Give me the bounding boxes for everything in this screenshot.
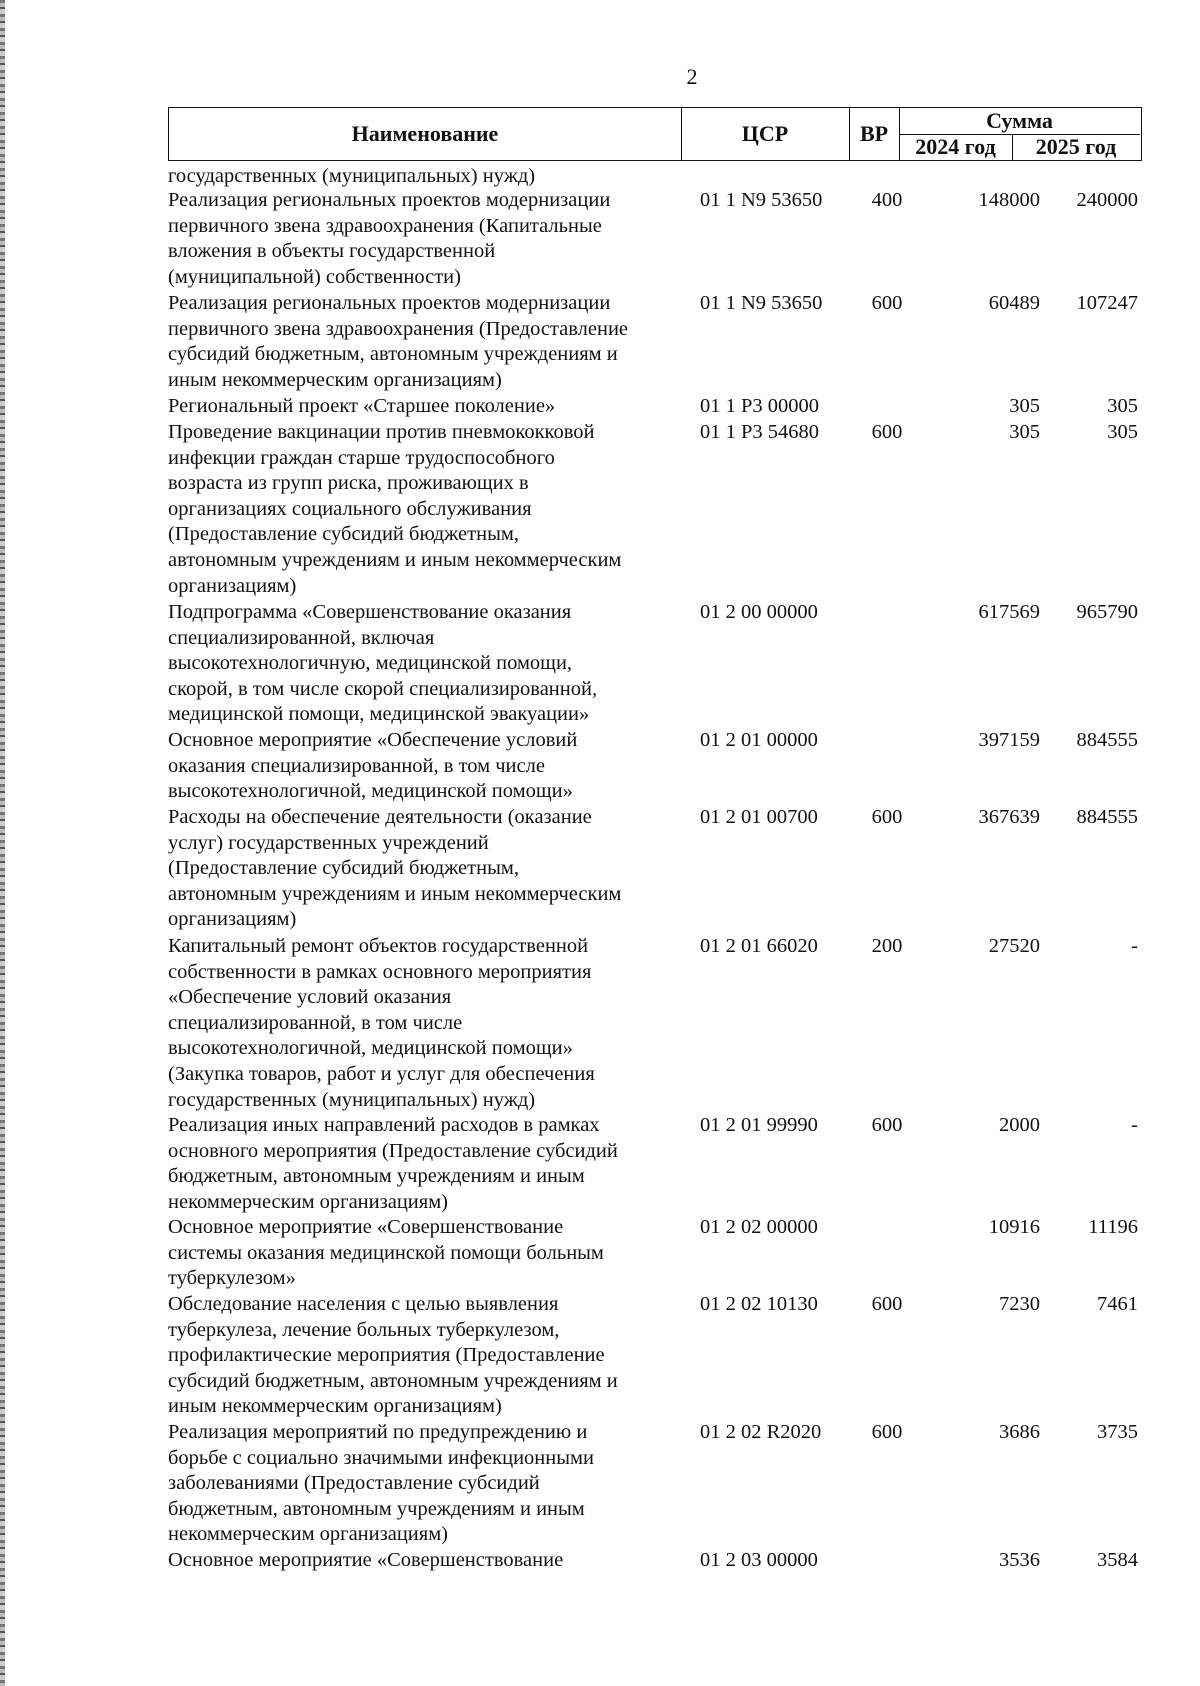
row-2024: 60489 [988,292,1040,314]
header-vr: ВР [859,120,889,146]
row-2025: 305 [1107,395,1138,417]
scan-edge [0,0,5,1686]
row-2025: 305 [1107,421,1138,443]
row-name: Региональный проект «Старшее поколение» [168,395,556,417]
row-2024: 397159 [978,729,1040,751]
page-number: 2 [686,64,698,89]
row-name: Основное мероприятие «Совершенствование [168,1549,564,1571]
row-2025: 107247 [1076,292,1138,314]
row-vr: 600 [871,1293,903,1315]
row-2025: 3735 [1097,1421,1138,1443]
row-vr: 600 [871,806,903,828]
header-2025: 2025 год [1035,134,1117,159]
row-vr: 600 [871,292,903,314]
row-csr: 01 2 02 R2020 [700,1421,822,1443]
row-2025: 7461 [1097,1293,1138,1315]
row-2024: 3686 [999,1421,1040,1443]
row-csr: 01 1 P3 54680 [700,421,820,443]
row-csr: 01 1 P3 00000 [700,395,820,417]
row-name: Реализация иных направлений расходов в рамках основного мероприятия (Предоставление субсидий бюджетным, автономным учреждениям и иным некоммерческим организациям) [168,1114,618,1213]
row-2025: 965790 [1076,601,1138,623]
row-2024: 305 [1009,421,1040,443]
row-2024: 3536 [999,1549,1040,1571]
row-2025: 884555 [1076,729,1138,751]
header-csr: ЦСР [741,120,789,146]
header-sum: Сумма [986,108,1053,133]
header-name: Наименование [351,120,499,146]
row-name: Реализация мероприятий по предупреждению и борьбе с социально значимыми инфекционными заболеваниями (Предоставление субсидий бюджетным, автономным учреждениям и иным некоммерческим организациям) [168,1421,594,1546]
row-vr: 600 [871,1421,903,1443]
row-2024: 27520 [988,935,1040,957]
row-csr: 01 2 03 00000 [700,1549,818,1571]
row-2024: 305 [1009,395,1040,417]
row-name: Реализация региональных проектов модернизации первичного звена здравоохранения (Предоставление субсидий бюджетным, автономным учреждениям и иным некоммерческим организациям) [168,292,629,391]
row-2024: 148000 [978,189,1040,211]
row-csr: 01 2 01 00000 [700,729,818,751]
row-csr: 01 2 02 00000 [700,1216,818,1238]
row-2024: 2000 [999,1114,1040,1136]
row-name: Капитальный ремонт объектов государственной собственности в рамках основного мероприятия «Обеспечение условий оказания специализированной, в том числе высокотехнологичной, медицинской помощи» (Закупка товаров, работ и услуг для обеспечения государственных (муниципальных) нужд) [168,935,595,1111]
table-header [168,107,1142,161]
row-csr: 01 1 N9 53650 [700,189,823,211]
row-csr: 01 2 02 10130 [700,1293,818,1315]
row-2024: 7230 [999,1293,1040,1315]
row-2024: 10916 [988,1216,1040,1238]
row-name: Расходы на обеспечение деятельности (оказание услуг) государственных учреждений (Предоставление субсидий бюджетным, автономным учреждениям и иным некоммерческим организациям) [168,806,622,931]
row-2025: - [1131,1114,1138,1136]
row-name: Реализация региональных проектов модернизации первичного звена здравоохранения (Капитальные вложения в объекты государственной (муниципальной) собственности) [168,189,611,288]
row-name: Обследование населения с целью выявления туберкулеза, лечение больных туберкулезом, профилактические мероприятия (Предоставление субсидий бюджетным, автономным учреждениям и иным некоммерческим организациям) [168,1293,618,1418]
row-csr: 01 2 01 00700 [700,806,818,828]
row-vr: 400 [871,189,903,211]
row-csr: 01 1 N9 53650 [700,292,823,314]
row-name: государственных (муниципальных) нужд) [168,165,536,187]
row-name: Основное мероприятие «Совершенствование системы оказания медицинской помощи больным туберкулезом» [168,1216,604,1290]
row-2025: 11196 [1088,1216,1138,1238]
row-csr: 01 2 00 00000 [700,601,818,623]
row-vr: 600 [871,1114,903,1136]
row-csr: 01 2 01 99990 [700,1114,818,1136]
row-2025: 884555 [1076,806,1138,828]
row-name: Основное мероприятие «Обеспечение условий оказания специализированной, в том числе высокотехнологичной, медицинской помощи» [168,729,578,803]
row-2024: 617569 [978,601,1040,623]
row-vr: 600 [871,421,903,443]
row-2025: 240000 [1076,189,1138,211]
header-2024: 2024 год [915,134,996,159]
row-2025: - [1131,935,1138,957]
row-name: Подпрограмма «Совершенствование оказания специализированной, включая высокотехнологичную, медицинской помощи, скорой, в том числе скорой специализированной, медицинской помощи, медицинской эвакуации» [168,601,598,726]
row-2025: 3584 [1097,1549,1138,1571]
row-vr: 200 [871,935,903,957]
row-name: Проведение вакцинации против пневмококковой инфекции граждан старше трудоспособного возраста из групп риска, проживающих в организациях социального обслуживания (Предоставление субсидий бюджетным, автономным учреждениям и иным некоммерческим организациям) [168,421,622,597]
row-2024: 367639 [978,806,1040,828]
row-csr: 01 2 01 66020 [700,935,818,957]
